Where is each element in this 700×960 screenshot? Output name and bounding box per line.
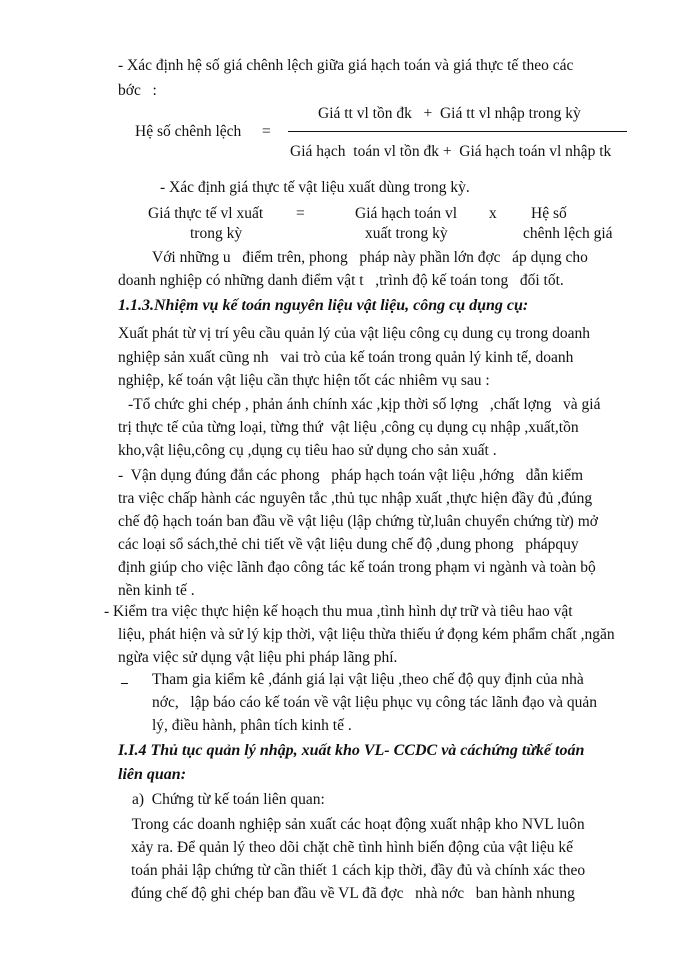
bullet-dash bbox=[121, 683, 128, 684]
fraction-bar bbox=[288, 131, 627, 132]
task2-line-4: các loại sổ sách,thẻ chi tiết về vật liệu dung chế độ ,dung phong phápquy bbox=[118, 536, 579, 553]
subheading-a: a) Chứng từ kế toán liên quan: bbox=[132, 791, 325, 808]
task2-line-3: chế độ hạch toán ban đầu về vật liệu (lập chứng từ,luân chuyển chứng từ) mở bbox=[118, 513, 598, 530]
formula2-equals: = bbox=[296, 205, 305, 222]
docs-line-1: Trong các doanh nghiệp sản xuất các hoạt động xuất nhập kho NVL luôn bbox=[128, 816, 585, 833]
task2-line-6: nền kinh tế . bbox=[118, 582, 195, 599]
heading-1-1-4-line-2: liên quan: bbox=[118, 766, 187, 783]
task2-line-2: tra việc chấp hành các nguyên tắc ,thủ tục nhập xuất ,thực hiện đầy đủ ,đúng bbox=[118, 490, 593, 507]
formula1-label: Hệ số chênh lệch bbox=[135, 123, 242, 140]
advantage-line-2: doanh nghiệp có những danh điểm vật t ,trình độ kế toán tong đối tốt. bbox=[118, 272, 564, 289]
task1-line-3: kho,vật liệu,công cụ ,dụng cụ tiêu hao sử dụng cho sản xuất . bbox=[118, 442, 497, 459]
docs-line-2: xảy ra. Để quản lý theo dõi chặt chẽ tình hình biến động của vật liệu kế bbox=[131, 839, 574, 856]
step2-text: - Xác định giá thực tế vật liệu xuất dùng trong kỳ. bbox=[160, 179, 470, 196]
formula1-equals: = bbox=[262, 123, 271, 140]
docs-line-4: đúng chế độ ghi chép ban đầu về VL đã đợc nhà nớc ban hành nhung bbox=[131, 885, 575, 902]
formula1-denominator: Giá hạch toán vl tồn đk + Giá hạch toán vl nhập tk bbox=[290, 143, 612, 160]
formula2-lhs-1: Giá thực tế vl xuất bbox=[148, 205, 264, 222]
formula2-rhs-1: Hệ số bbox=[531, 205, 567, 222]
formula2-rhs-2: chênh lệch giá bbox=[523, 225, 613, 242]
role-line-1: Xuất phát từ vị trí yêu cầu quản lý của vật liệu công cụ dung cụ trong doanh bbox=[118, 325, 590, 342]
task1-line-2: trị thực tế của từng loại, từng thứ vật liệu ,công cụ dụng cụ nhập ,xuất,tồn bbox=[118, 419, 579, 436]
task2-line-1: - Vận dụng đúng đắn các phong pháp hạch toán vật liệu ,hớng dẫn kiểm bbox=[118, 467, 584, 484]
formula2-lhs-2: trong kỳ bbox=[190, 225, 243, 242]
advantage-line-1: Với những u điểm trên, phong pháp này phần lớn đợc áp dụng cho bbox=[152, 249, 588, 266]
role-line-2: nghiệp sản xuất cũng nh vai trò của kế toán trong quản lý kinh tế, doanh bbox=[118, 349, 574, 366]
task4-line-1: Tham gia kiểm kê ,đánh giá lại vật liệu ,theo chế độ quy định của nhà bbox=[152, 671, 584, 688]
heading-1-1-4-line-1: I.I.4 Thủ tục quản lý nhập, xuất kho VL- CCDC và cáchứng từkế toán bbox=[118, 742, 585, 759]
formula2-mid-1: Giá hạch toán vl bbox=[355, 205, 458, 222]
heading-1-1-3: 1.1.3.Nhiệm vụ kế toán nguyên liệu vật liệu, công cụ dụng cụ: bbox=[118, 297, 529, 314]
role-line-3: nghiệp, kế toán vật liệu cần thực hiện tốt các nhiêm vụ sau : bbox=[118, 372, 490, 389]
formula2-mid-2: xuất trong kỳ bbox=[365, 225, 448, 242]
formula2-times: x bbox=[489, 205, 497, 222]
formula1-numerator: Giá tt vl tồn đk + Giá tt vl nhập trong kỳ bbox=[318, 105, 581, 122]
task3-line-3: ngừa việc sử dụng vật liệu phi pháp lãng phí. bbox=[118, 649, 398, 666]
task3-line-2: liệu, phát hiện và sử lý kịp thời, vật liệu thừa thiếu ứ đọng kém phẩm chất ,ngăn bbox=[118, 626, 615, 643]
task3-line-1: - Kiểm tra việc thực hiện kế hoạch thu mua ,tình hình dự trữ và tiêu hao vật bbox=[104, 603, 573, 620]
task4-line-2: nớc, lập báo cáo kế toán về vật liệu phục vụ công tác lãnh đạo và quản bbox=[152, 694, 598, 711]
intro-line-2: bớc : bbox=[118, 82, 157, 99]
docs-line-3: toán phải lập chứng từ cần thiết 1 cách kịp thời, đầy đủ và chính xác theo bbox=[131, 862, 586, 879]
task2-line-5: định giúp cho việc lãnh đạo công tác kế toán trong phạm vi ngành và toàn bộ bbox=[118, 559, 596, 576]
intro-line-1: - Xác định hệ số giá chênh lệch giữa giá hạch toán và giá thực tế theo các bbox=[118, 57, 574, 74]
task1-line-1: -Tổ chức ghi chép , phản ánh chính xác ,kịp thời số lợng ,chất lợng và giá bbox=[128, 396, 601, 413]
task4-line-3: lý, điều hành, phân tích kinh tế . bbox=[152, 717, 352, 734]
